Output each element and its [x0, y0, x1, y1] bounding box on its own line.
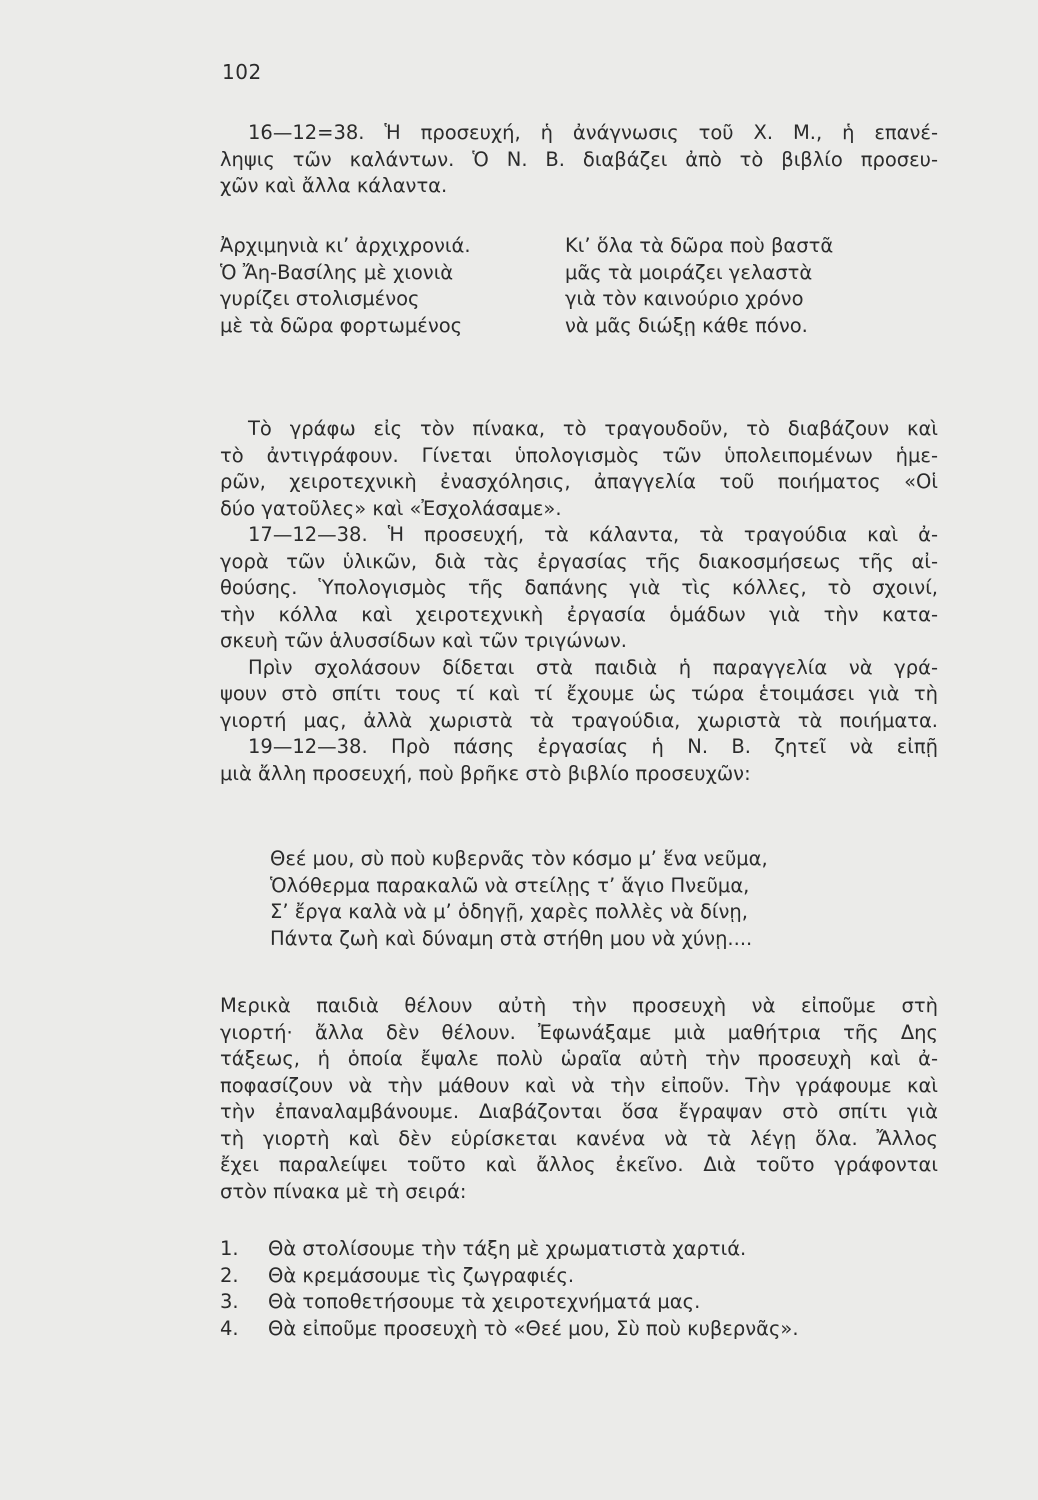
carol-poem-left	[220, 233, 550, 339]
poem-line: νὰ μᾶς διώξῃ κάθε πόνο.	[565, 313, 808, 337]
text-line: 19—12—38. Πρὸ πάσης ἐργασίας ἡ Ν. Β. ζητεῖ νὰ εἰπῇ	[248, 735, 938, 758]
list-text: Θὰ στολίσουμε τὴν τάξη μὲ χρωματιστὰ χαρτιά.	[268, 1237, 747, 1260]
paragraph-dec-16	[220, 120, 938, 200]
poem-line: Ἀρχιμηνιὰ κι’ ἀρχιχρονιά.	[220, 234, 471, 257]
poem-line: μὲ τὰ δῶρα φορτωμένος	[220, 313, 463, 337]
text-line: Πρὶν σχολάσουν δίδεται στὰ παιδιὰ ἡ παραγγελία νὰ γρά-	[248, 655, 938, 679]
prayer-line: Ὁλόθερμα παρακαλῶ νὰ στείλῃς τ’ ἅγιο Πνεῦμα,	[270, 873, 750, 897]
list-item	[220, 1289, 940, 1316]
poem-line: γιὰ τὸν καινούριο χρόνο	[565, 287, 804, 310]
list-number: 3.	[220, 1290, 239, 1313]
text-line: Μερικὰ παιδιὰ θέλουν αὐτὴ τὴν προσευχὴ νὰ εἰποῦμε στὴ	[220, 994, 938, 1017]
text-line: γιορτή· ἄλλα δὲν θέλουν. Ἐφωνάξαμε μιὰ μαθήτρια τῆς Δης	[220, 1020, 938, 1044]
text-line: τάξεως, ἡ ὁποία ἔψαλε πολὺ ὡραῖα αὐτὴ τὴν προσευχὴ καὶ ἀ-	[220, 1047, 938, 1070]
list-text: Θὰ κρεμάσουμε τὶς ζωγραφιές.	[268, 1263, 575, 1287]
text-line: ρῶν, χειροτεχνικὴ ἐνασχόλησις, ἀπαγγελία τοῦ ποιήματος «Οἱ	[220, 470, 938, 493]
list-text: Θὰ τοποθετήσουμε τὰ χειροτεχνήματά μας.	[268, 1290, 701, 1313]
poem-line: μᾶς τὰ μοιράζει γελαστὰ	[565, 260, 813, 284]
text-line: γορὰ τῶν ὑλικῶν, διὰ τὰς ἐργασίας τῆς διακοσμήσεως τῆς αἰ-	[220, 549, 938, 573]
text-line: Τὸ γράφω εἰς τὸν πίνακα, τὸ τραγουδοῦν, τὸ διαβάζουν καὶ	[248, 417, 938, 440]
text-line: τὴ γιορτὴ καὶ δὲν εὑρίσκεται κανένα νὰ τὰ λέγῃ ὅλα. Ἄλλος	[220, 1126, 938, 1150]
text-line: ἔχει παραλείψει τοῦτο καὶ ἄλλος ἐκεῖνο. Διὰ τοῦτο γράφονται	[220, 1153, 938, 1176]
text-line: τὸ ἀντιγράφουν. Γίνεται ὑπολογισμὸς τῶν ὑπολειπομένων ἡμε-	[220, 443, 938, 467]
list-number: 1.	[220, 1237, 239, 1260]
text-line: 16—12=38. Ἡ προσευχή, ἡ ἀνάγνωσις τοῦ Χ. Μ., ἡ επανέ-	[248, 121, 938, 144]
text-line: δύο γατοῦλες» καὶ «Ἐσχολάσαμε».	[220, 496, 562, 520]
paragraph-prayer-discussion	[220, 993, 938, 1205]
prayer-line: Πάντα ζωὴ καὶ δύναμη στὰ στήθη μου νὰ χύνῃ....	[270, 926, 753, 950]
text-line: ποφασίζουν νὰ τὴν μάθουν καὶ νὰ τὴν εἰποῦν. Τὴν γράφουμε καὶ	[220, 1073, 938, 1097]
list-item	[220, 1236, 940, 1263]
text-line: γιορτή μας, ἀλλὰ χωριστὰ τὰ τραγούδια, χωριστὰ τὰ ποιήματα.	[220, 708, 938, 732]
task-list	[220, 1236, 940, 1342]
text-line: σκευὴ τῶν ἁλυσσίδων καὶ τῶν τριγώνων.	[220, 629, 627, 652]
list-text: Θὰ εἰποῦμε προσευχὴ τὸ «Θεέ μου, Σὺ ποὺ κυβερνᾶς».	[268, 1316, 799, 1340]
page-number: 102	[222, 60, 262, 84]
text-line: μιὰ ἄλλη προσευχή, ποὺ βρῆκε στὸ βιβλίο προσευχῶν:	[220, 761, 751, 785]
text-line: τὴν ἐπαναλαμβάνουμε. Διαβάζονται ὅσα ἔγραψαν στὸ σπίτι γιὰ	[220, 1100, 938, 1123]
paragraph-dec-17-19	[220, 416, 938, 787]
list-item	[220, 1263, 940, 1290]
prayer-line: Θεέ μου, σὺ ποὺ κυβερνᾶς τὸν κόσμο μ’ ἕνα νεῦμα,	[270, 847, 768, 870]
text-line: ψουν στὸ σπίτι τους τί καὶ τί ἔχουμε ὡς τώρα ἑτοιμάσει γιὰ τὴ	[220, 682, 938, 705]
poem-line: γυρίζει στολισμένος	[220, 287, 420, 310]
text-line: χῶν καὶ ἄλλα κάλαντα.	[220, 174, 448, 197]
text-line: στὸν πίνακα μὲ τὴ σειρά:	[220, 1179, 467, 1203]
text-line: θούσης. Ὑπολογισμὸς τῆς δαπάνης γιὰ τὶς κόλλες, τὸ σχοινί,	[220, 576, 938, 599]
text-line: ληψις τῶν καλάντων. Ὁ Ν. Β. διαβάζει ἀπὸ τὸ βιβλίο προσευ-	[220, 147, 938, 171]
poem-line: Ὁ Ἄη-Βασίλης μὲ χιονιὰ	[220, 260, 454, 284]
text-line: τὴν κόλλα καὶ χειροτεχνικὴ ἐργασία ὁμάδων γιὰ τὴν κατα-	[220, 602, 938, 626]
list-number: 4.	[220, 1316, 239, 1340]
text-line: 17—12—38. Ἡ προσευχή, τὰ κάλαντα, τὰ τραγούδια καὶ ἀ-	[248, 523, 938, 546]
list-item	[220, 1316, 940, 1343]
prayer-line: Σ’ ἔργα καλὰ νὰ μ’ ὁδηγῇ, χαρὲς πολλὲς νὰ δίνῃ,	[270, 900, 748, 923]
list-number: 2.	[220, 1263, 239, 1287]
poem-line: Κι’ ὅλα τὰ δῶρα ποὺ βαστᾶ	[565, 234, 834, 257]
carol-poem-right	[565, 233, 895, 339]
prayer-verse	[270, 846, 768, 952]
